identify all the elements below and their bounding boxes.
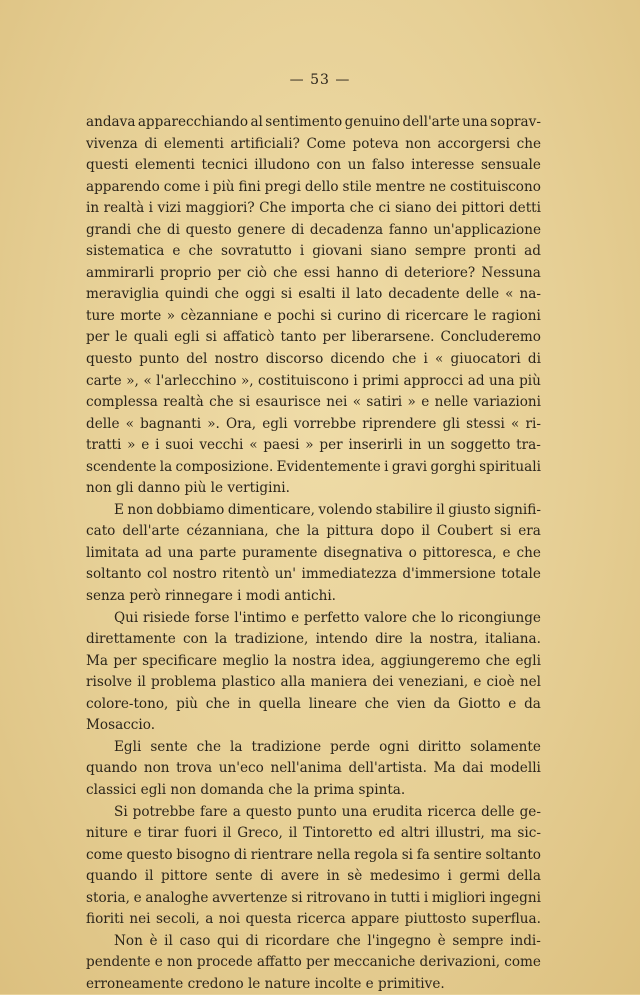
text-line: come questo bisogno di rientrare nella regola si fa sentire soltanto [86,846,541,863]
text-line: cato dell'arte cézanniana, che la pittura dopo il Coubert si era [86,523,541,540]
text-line: Mosaccio. [86,717,156,734]
text-line: complessa realtà che si esaurisce nei « satiri » e nelle variazioni [86,394,541,411]
text-line: ammirarli proprio per ciò che essi hanno di deteriore? Nessuna [86,264,541,281]
text-line: colore-tono, più che in quella lineare che vien da Giotto e da [86,695,541,712]
text-line: soltanto col nostro ritentò un' immediatezza d'immersione totale [86,566,541,583]
text-line: fioriti nei secoli, a noi questa ricerca appare piuttosto superflua. [86,911,541,928]
text-line: in realtà i vizi maggiori? Che importa che ci siano dei pittori detti [86,200,541,217]
text-line: scendente la composizione. Evidentemente i gravi gorghi spirituali [86,458,541,475]
text-line: delle « bagnanti ». Ora, egli vorrebbe riprendere gli stessi « ri- [86,415,541,432]
text-line: limitata ad una parte puramente disegnativa o pittoresca, e che [86,544,541,561]
text-line: direttamente con la tradizione, intendo dire la nostra, italiana. [86,631,541,648]
text-line: ture morte » cèzanniane e pochi si curino di ricercare le ragioni [86,307,541,324]
page-number: — 53 — [289,72,351,88]
text-line: risolve il problema plastico alla maniera dei veneziani, e cioè nel [86,674,541,691]
text-line: carte », « l'arlecchino », costituiscono i primi approcci ad una più [86,372,541,389]
text-line: vivenza di elementi artificiali? Come poteva non accorgersi che [86,135,541,152]
text-line: classici egli non domanda che la prima spinta. [86,781,406,798]
text-line: Ma per specificare meglio la nostra idea, aggiungeremo che egli [86,652,541,669]
text-line: Egli sente che la tradizione perde ogni diritto solamente [114,738,541,755]
text-line: E non dobbiamo dimenticare, volendo stabilire il giusto signifi- [114,501,541,518]
text-line: grandi che di questo genere di decadenza fanno un'applicazione [86,221,541,238]
text-line: meraviglia quindi che oggi si esalti il lato decadente delle « na- [86,286,541,303]
text-line: quando il pittore sente di avere in sè medesimo i germi della [86,868,541,885]
text-line: sistematica e che sovratutto i giovani siano sempre pronti ad [86,243,541,260]
text-line: tratti » e i suoi vecchi « paesi » per inserirli in un soggetto tra- [86,437,541,454]
text-line: non gli danno più le vertigini. [86,480,290,497]
text-line: questi elementi tecnici illudono con un falso interesse sensuale [86,157,541,174]
body-text [86,112,541,995]
text-line: Non è il caso qui di ricordare che l'ingegno è sempre indi- [114,932,541,949]
text-line: quando non trova un'eco nell'anima dell'artista. Ma dai modelli [86,760,541,777]
text-line: andava apparecchiando al sentimento genuino dell'arte una soprav- [86,114,541,130]
text-line: senza però rinnegare i modi antichi. [86,588,337,605]
text-line: Qui risiede forse l'intimo e perfetto valore che lo ricongiunge [114,609,541,626]
text-line: Si potrebbe fare a questo punto una erudita ricerca delle ge- [114,803,541,820]
text-line: niture e tirar fuori il Greco, il Tintoretto ed altri illustri, ma sic- [86,825,541,842]
text-line: apparendo come i più fini pregi dello stile mentre ne costituiscono [86,178,541,195]
text-line: questo punto del nostro discorso dicendo che i « giuocatori di [86,351,541,368]
text-line: per le quali egli si affaticò tanto per liberarsene. Concluderemo [86,329,541,346]
text-line: pendente e non procede affatto per meccaniche derivazioni, come [86,954,541,971]
text-line: erroneamente credono le nature incolte e primitive. [86,975,445,992]
text-line: storia, e analoghe avvertenze si ritrovano in tutti i migliori ingegni [86,889,541,906]
